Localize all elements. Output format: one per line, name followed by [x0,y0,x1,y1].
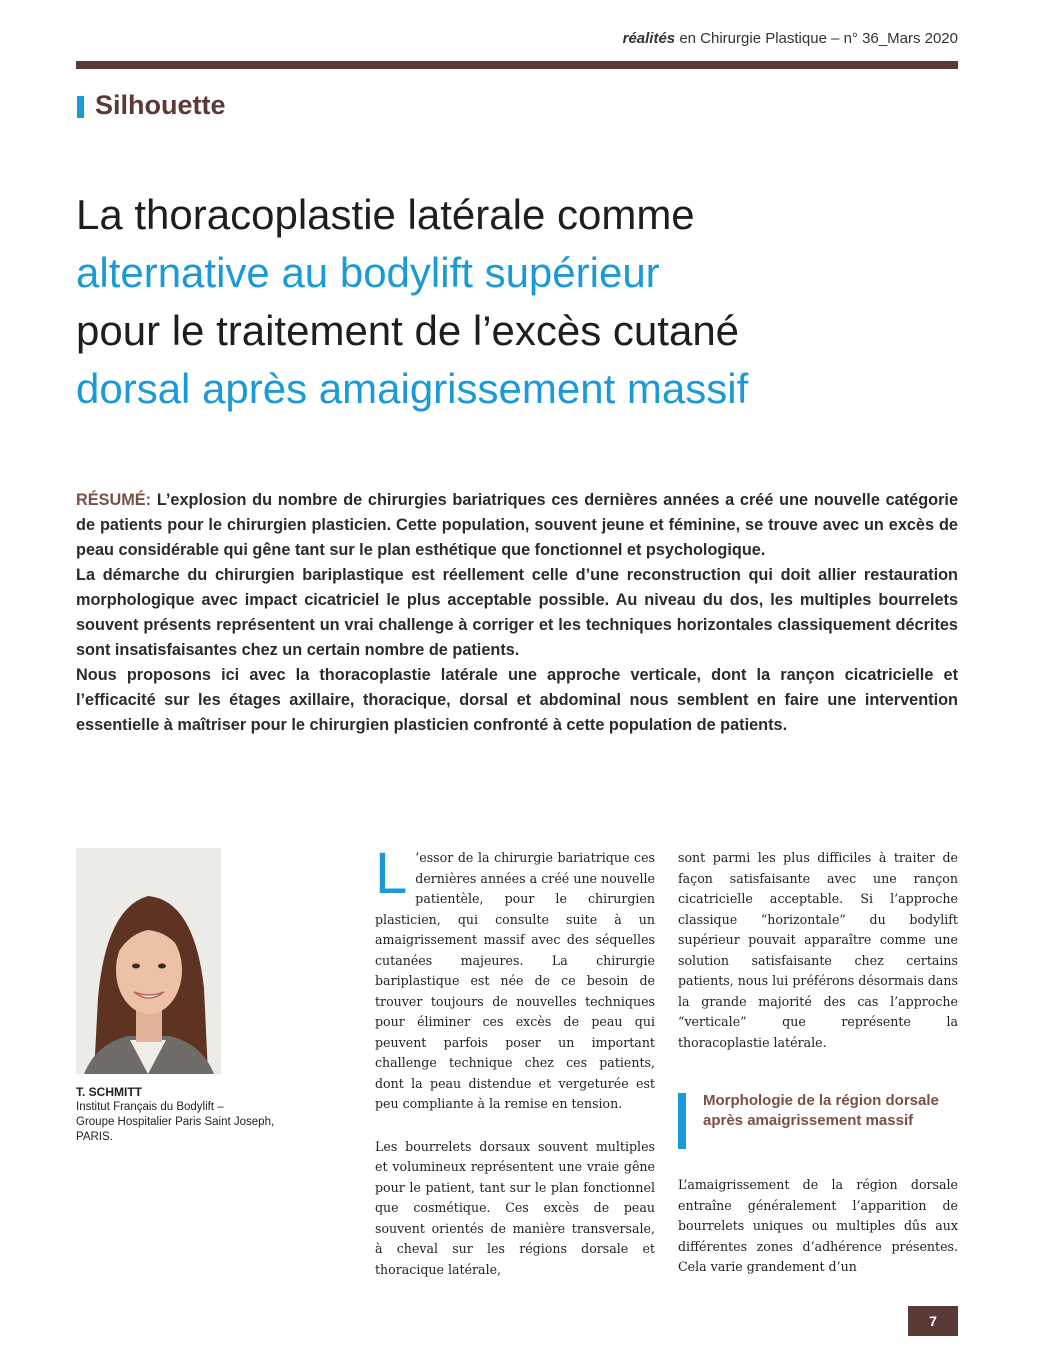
page-number: 7 [908,1306,958,1336]
body-column-1 [375,841,655,1280]
abstract-paragraph-2: La démarche du chirurgien bariplastique est réellement celle d’une reconstruction qui doit allier restauration morphologique avec impact cicatriciel le plus acceptable possible. Au niveau du dos, les multiples bourrelets souvent présents représentent un vrai challenge à corriger et les techniques horizontales classiquement décrites sont insatisfaisantes chez un certain nombre de patients. [76,566,958,659]
body-column-2-lower [678,1175,958,1278]
author-name: T. SCHMITT [76,1085,142,1099]
abstract-paragraph-3: Nous proposons ici avec la thoracoplastie latérale une approche verticale, dont la rançon cicatricielle et l’efficacité sur les étages axillaire, thoracique, dorsal et abdominal nous semblent en faire une intervention essentielle à maîtriser pour le chirurgien plasticien confronté à cette population de patients. [76,666,958,734]
body-paragraph-4: L’amaigrissement de la région dorsale entraîne généralement l’apparition de bourrelets uniques ou multiples dûs aux différentes zones d’adhérence présentes. Cela varie grandement d’un [678,1177,958,1274]
abstract [76,488,958,738]
header-bar [76,61,958,69]
journal-brand: réalités [622,30,676,47]
journal-issue: en Chirurgie Plastique – n° 36_Mars 2020 [675,30,958,47]
section-title: Silhouette [95,90,226,120]
title-line-1: La thoracoplastie latérale comme [76,191,695,238]
body-paragraph-3: sont parmi les plus difficiles à traiter de façon satisfaisante avec une rançon cicatricielle acceptable. Si l’approche classique “horizontale” du bodylift supérieur pouvait apparaître comme une solution satisfaisante chez certains patients, nous lui préférons désormais dans la grande majorité des cas l’approche “verticale” que représente la thoracoplastie latérale. [678,850,958,1050]
drop-cap: L [375,841,408,906]
title-line-3: pour le traitement de l’excès cutané [76,307,740,354]
body-column-2 [678,848,958,1053]
running-header [614,30,958,47]
title-line-4: dorsal après amaigrissement massif [76,365,749,412]
title-line-2: alternative au bodylift supérieur [76,249,660,296]
subheading-text: Morphologie de la région dorsale après amaigrissement massif [703,1092,939,1129]
body-paragraph-2: Les bourrelets dorsaux souvent multiples et volumineux représentent une vraie gêne pour le patient, tant sur le plan fonctionnel que cosmétique. Ces excès de peau souvent orientés de manière transversale, à cheval sur les régions dorsale et thoracique latérale, [375,1138,655,1277]
abstract-paragraph-1: L’explosion du nombre de chirurgies bariatriques ces dernières années a créé une nouvelle catégorie de patients pour le chirurgien plasticien. Cette population, souvent jeune et féminine, se trouve avec un excès de peau considérable qui gêne tant sur le plan esthétique que fonctionnel et psychologique. [76,491,958,559]
author-affiliation-2: Groupe Hospitalier Paris Saint Joseph, [76,1116,275,1128]
body-paragraph-1: ’essor de la chirurgie bariatrique ces dernières années a créé une nouvelle patientèle, pour le chirurgien plasticien, qui consulte suite à un amaigrissement massif avec des séquelles cutanées majeures. La chirurgie bariplastique est née de ce besoin de trouver toujours de nouvelles techniques pour éliminer ces excès de peau qui peuvent parfois poser un important challenge technique chez ces patients, dont la peau distendue et vergeturée est peu compliante à la remise en tension. [375,850,655,1111]
author-photo [76,848,221,1074]
author-city: PARIS. [76,1131,113,1143]
section-marker [77,96,84,118]
abstract-label: RÉSUMÉ: [76,491,152,509]
author-affiliation-1: Institut Français du Bodylift – [76,1101,224,1113]
author-block [76,1085,346,1145]
article-title [76,186,976,418]
subheading [678,1091,960,1131]
subheading-bar [678,1093,686,1149]
